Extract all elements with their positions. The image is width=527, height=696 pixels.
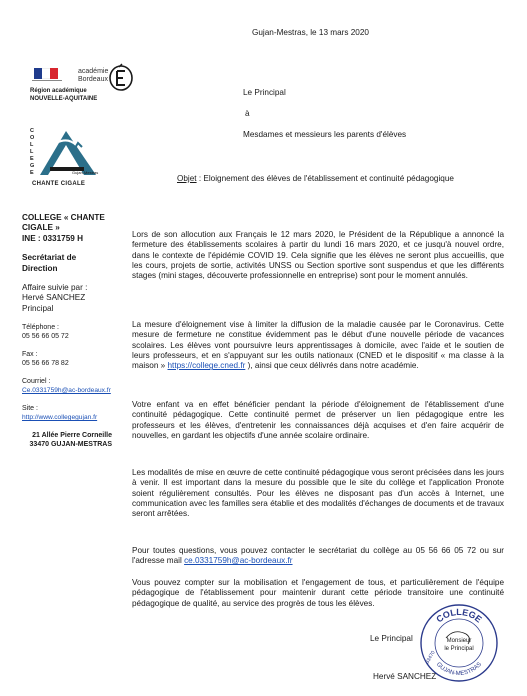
- site-label: Site :: [22, 405, 38, 413]
- academie-line2: Bordeaux: [78, 76, 108, 83]
- svg-text:L: L: [30, 142, 34, 148]
- tel-value: 05 56 66 05 72: [22, 333, 69, 341]
- paragraph-5: [132, 546, 504, 567]
- affaire-line3: Principal: [22, 303, 54, 313]
- secretariat-line1: Secrétariat de: [22, 253, 77, 263]
- fax-value: 05 56 66 78 82: [22, 360, 69, 368]
- paragraph-2: [132, 320, 504, 371]
- svg-text:G: G: [30, 163, 35, 169]
- subject-line: [177, 174, 454, 184]
- stamp-code: 33470: [424, 649, 437, 665]
- academie-e-icon: [108, 62, 134, 92]
- site-link[interactable]: http://www.collegegujan.fr: [22, 414, 98, 422]
- paragraph-2-end: ), ainsi que ceux délivrés dans notre académie.: [245, 361, 419, 371]
- tel-label: Téléphone :: [22, 324, 59, 332]
- school-line1: COLLEGE « CHANTE: [22, 213, 105, 222]
- paragraph-4: Les modalités de mise en œuvre de cette continuité pédagogique vous seront précisées dans les jours à venir. Il est important dans la mesure du possible que le site du collège et l'application Pronote soient régulièrement consultés. Pour les élèves ne disposant pas d'un accès à Internet, une communication avec les familles sera établie et des modalités d'échanges de documents et de travaux seront arrêtées.: [132, 468, 504, 519]
- paragraph-1: Lors de son allocution aux Français le 12 mars 2020, le Président de la République a annoncé la fermeture des établissements scolaires à partir du lundi 16 mars 2020, et ce jusqu'à nouvel ordre, dans le contexte de l'épidémie COVID 19. Cela signifie que les élèves ne seront plus accueillis, que les cours, projets de sortie, activités UNSS ou Section sportive sont suspendus et que les différents stages (mini stages, découverte professionnelle en entreprise) sont pour le moment annulés.: [132, 230, 504, 281]
- stamp-top-text: COLLEGE: [434, 606, 484, 625]
- signature-name: Hervé SANCHEZ: [373, 672, 437, 681]
- recipient: Mesdames et messieurs les parents d'élèves: [243, 130, 407, 139]
- academie-logo: [78, 62, 134, 96]
- flag-red-icon: [50, 68, 58, 79]
- school-stamp: [418, 602, 500, 684]
- email-link[interactable]: ce.0331759h@ac-bordeaux.fr: [184, 556, 293, 566]
- svg-text:L: L: [30, 149, 34, 155]
- sidebar: [22, 213, 120, 458]
- college-small: Gujan-Mestras: [72, 170, 99, 175]
- region-name-line2: NOUVELLE-AQUITAINE: [30, 95, 98, 102]
- paragraph-6: Vous pouvez compter sur la mobilisation et l'engagement de tous, et particulièrement de l'équipe pédagogique de l'établissement pour maintenir durant cette période transitoire une continuité pédagogique de qualité, au service des progrès de tous les élèves.: [132, 578, 504, 608]
- affaire-line1: Affaire suivie par :: [22, 283, 88, 293]
- stamp-mid2: le Principal: [444, 646, 474, 652]
- paragraph-5-text: Pour toutes questions, vous pouvez contacter le secrétariat du collège au 05 56 66 05 72 ou sur l'adresse mail: [132, 546, 504, 566]
- signature-title: Le Principal: [370, 634, 413, 643]
- svg-text:C: C: [30, 128, 34, 134]
- subject-label: Objet: [177, 174, 197, 183]
- stamp-mid1: Monsieur: [446, 638, 472, 644]
- flag-blue-icon: [34, 68, 42, 79]
- sender: Le Principal: [243, 88, 286, 97]
- address-line2: 33470 GUJAN-MESTRAS: [29, 441, 112, 449]
- marianne-line-icon: [32, 80, 62, 84]
- paragraph-2-text: La mesure d'éloignement vise à limiter la diffusion de la maladie causée par le Coronavirus. Cette mesure de fermeture ne constitue évidemment pas le début d'une nouvelle période de vacances scolaires. Les élèves vont poursuivre leurs apprentissages à domicile, avec l'aide et le soutien de leurs professeurs, et en s'appuyant sur les outils nationaux (CNED et le dispositif « ma classe à la maison »: [132, 320, 504, 371]
- college-name: CHANTE CIGALE: [32, 181, 86, 187]
- svg-text:E: E: [30, 156, 34, 162]
- address-line1: 21 Allée Pierre Corneille: [32, 432, 112, 440]
- mail-label: Courriel :: [22, 378, 51, 386]
- secretariat-line2: Direction: [22, 263, 58, 273]
- stamp-bottom-text: GUJAN-MESTRAS: [434, 661, 484, 678]
- subject-text: : Eloignement des élèves de l'établissement et continuité pédagogique: [196, 174, 454, 183]
- date-line: Gujan-Mestras, le 13 mars 2020: [252, 28, 369, 37]
- region-name-line1: Région académique: [30, 88, 87, 94]
- fax-label: Fax :: [22, 351, 38, 359]
- svg-text:O: O: [30, 135, 35, 141]
- academie-line1: académie: [78, 68, 109, 75]
- ine: INE : 0331759 H: [22, 233, 83, 243]
- flag-white-icon: [42, 68, 50, 79]
- affaire-line2: Hervé SANCHEZ: [22, 293, 86, 303]
- mail-link[interactable]: Ce.0331759h@ac-bordeaux.fr: [22, 387, 111, 395]
- cned-link[interactable]: https://college.cned.fr: [167, 361, 246, 371]
- svg-text:E: E: [30, 170, 34, 176]
- paragraph-3: Votre enfant va en effet bénéficier pendant la période d'éloignement de l'établissement d'une continuité pédagogique. Cette continuité permet de préserver un lien pédagogique entre les professeurs et les élèves, d'entretenir les connaissances déjà acquises et d'en faire acquérir de nouvelles, en gardant les objectifs d'une année scolaire ordinaire.: [132, 400, 504, 440]
- a-to: à: [245, 109, 250, 118]
- college-logo: [26, 123, 106, 193]
- school-line2: CIGALE »: [22, 223, 60, 233]
